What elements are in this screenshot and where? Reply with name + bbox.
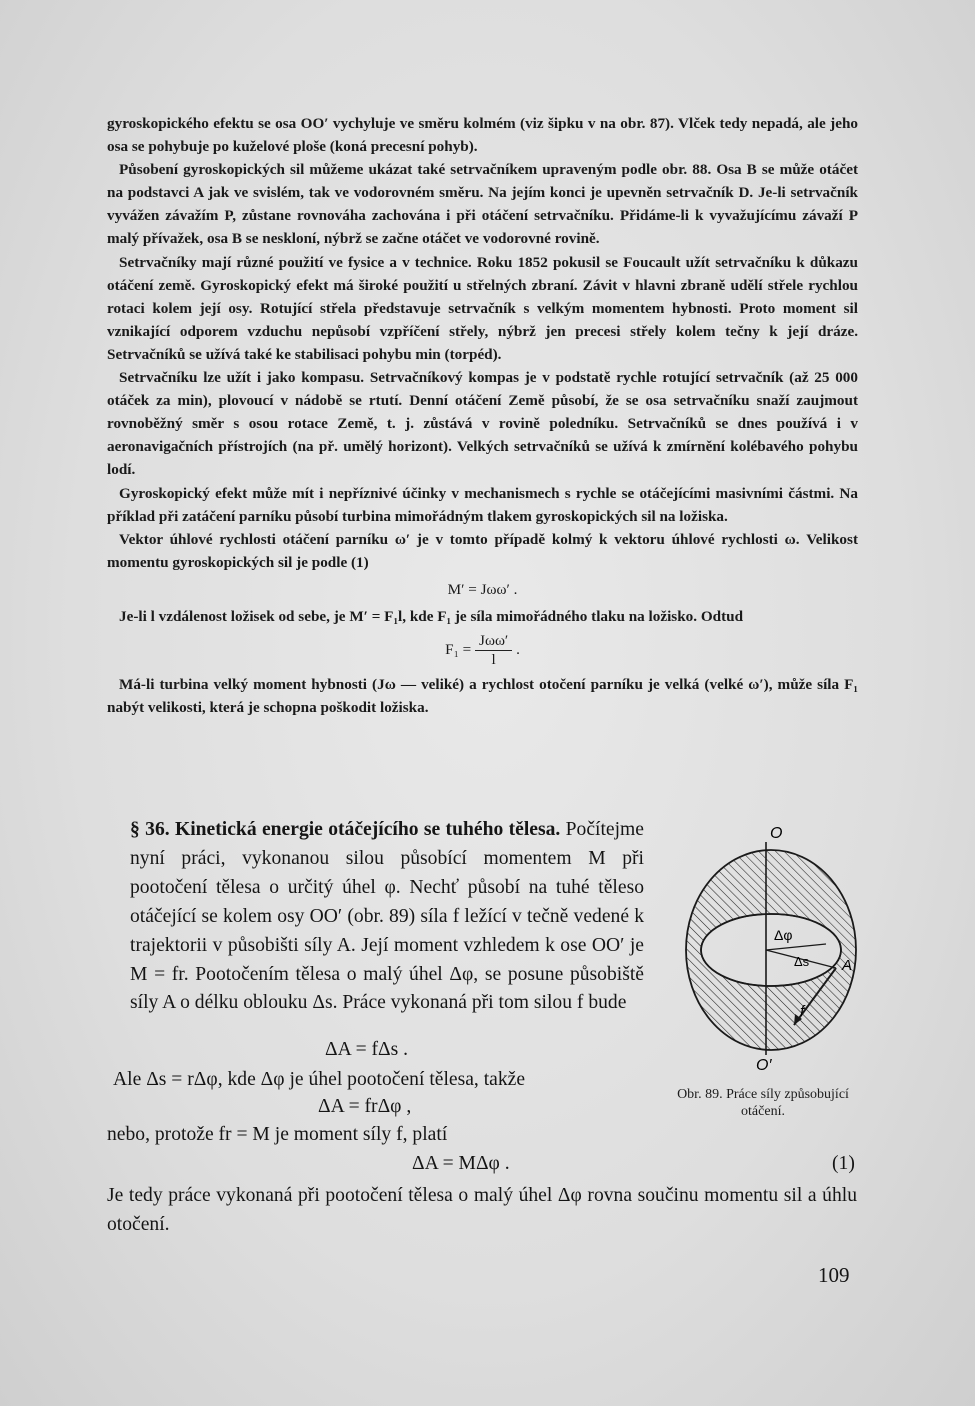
radius-line (766, 944, 826, 950)
label-a: A (842, 957, 853, 974)
label-delta-s: Δs (794, 954, 810, 969)
equation: ΔA = fΔs . (325, 1039, 409, 1060)
equation-number: (1) (832, 1153, 855, 1174)
page-number: 109 (818, 1263, 850, 1287)
section-intro (130, 816, 644, 1018)
paragraph: Má-li turbina velký moment hybnosti (Jω — veliké) a rychlost otočení parníku je velká (velké ω′), může síla F₁ nabýt velikosti, která je schopna poškodit ložiska. (107, 676, 858, 717)
text-line: Ale Δs = rΔφ, kde Δφ je úhel pootočení tělesa, takže (113, 1069, 526, 1090)
paragraph: gyroskopického efektu se osa OO′ vychyluje ve směru kolmém (viz šipku v na obr. 87). Vlček tedy nepadá, ale jeho osa se pohybuje po kuželové ploše (koná precesní pohyb). (107, 115, 858, 156)
paragraph: Je tedy práce vykonaná při pootočení tělesa o malý úhel Δφ rovna součinu momentu sil a úhlu otočení. (107, 1185, 857, 1235)
label-o-bottom: O′ (756, 1057, 772, 1074)
paragraph: Je-li l vzdálenost ložisek od sebe, je M′ = F₁l, kde F₁ je síla mimořádného tlaku na ložisko. Odtud (119, 607, 744, 625)
paragraph: Setrvačníku lze užít i jako kompasu. Setrvačníkový kompas je v podstatě rychle rotující setrvačník (až 25 000 otáček za min), plovoucí v nádobě se rtutí. Denní otáčení Země působí, že se osa setrvačníku snaží zaujmout rovnoběžný směr s osou rotace Země, t. j. zůstává v rovině poledníku. Setrvačníků se dnes používá i v aeronavigačních přístrojích (na př. umělý horizont). Velkých setrvačníků se užívá k zmírnění kolébavého pohybu lodí. (107, 369, 858, 479)
fraction (475, 632, 512, 669)
equation: ΔA = frΔφ , (318, 1096, 412, 1117)
label-f: f (800, 1003, 805, 1020)
paragraph: Počítejme nyní práci, vykonanou silou působící momentem M při pootočení tělesa o určitý úhel φ. Nechť působí na tuhé těleso otáčející se kolem osy OO′ (obr. 89) síla f ležící v tečně vedené k trajektorii v působišti síly A. Její moment vzhledem k ose OO′ je M = fr. Pootočením tělesa o malý úhel Δφ, se posune působiště síly A o délku oblouku Δs. Práce vykonaná při tom silou f bude (130, 819, 644, 1014)
equation: M′ = Jωω′ . (447, 580, 518, 598)
figure-rotation (676, 820, 866, 1075)
denominator: l (491, 651, 496, 669)
paragraph: Setrvačníky mají různé použití ve fysice a v technice. Roku 1852 pokusil se Foucault užít setrvačníku k důkazu otáčení země. Gyroskopický efekt má široké použití u střelných zbraní. Závit v hlavni zbraně udělí střele rychlou rotaci kolem její osy. Rotující střela představuje setrvačník s velkým momentem hybnosti. Proto moment sil vznikající odporem vzduchu nepůsobí vzpříčení střely, nýbrž jen precesi střely kolem tečny k její dráze. Setrvačníků se užívá také ke stabilisaci pohybu min (torpéd). (107, 253, 858, 363)
figure-caption: Obr. 89. Práce síly způsobující otáčení. (677, 1087, 849, 1119)
section-heading: § 36. Kinetická energie otáčejícího se tuhého tělesa. (130, 819, 561, 840)
text-line: nebo, protože fr = M je moment síly f, platí (107, 1124, 448, 1145)
label-o-top: O (770, 825, 783, 842)
paragraph: Gyroskopický efekt může mít i nepříznivé účinky v mechanismech s rychle se otáčejícími masivními částmi. Na příklad při zatáčení parníku působí turbina mimořádným tlakem gyroskopických sil na ložiska. (107, 484, 858, 525)
numerator: Jωω′ (475, 632, 512, 651)
eq-lhs: F₁ = (445, 641, 472, 659)
label-delta-phi: Δφ (774, 927, 793, 943)
eq-end: . (516, 641, 520, 659)
equation-fraction (107, 632, 858, 669)
equation: ΔA = MΔφ . (412, 1153, 510, 1174)
paragraph: Vektor úhlové rychlosti otáčení parníku ω′ je v tomto případě kolmý k vektoru úhlové rychlosti ω. Velikost momentu gyroskopických sil je podle (1) (107, 530, 858, 571)
paragraph: Působení gyroskopických sil můžeme ukázat také setrvačníkem upraveným podle obr. 88. Osa B se může otáčet na podstavci A jak ve svislém, tak ve vodorovném směru. Na jejím konci je upevněn setrvačník D. Je-li setrvačník vyvážen závažím P, zůstane rovnováha zachována i při otáčení setrvačníku. Přidáme-li k vyvažujícímu závaží P malý přívažek, osa B se neskloní, nýbrž se začne otáčet ve vodorovné rovině. (107, 161, 858, 248)
top-text-block (107, 112, 858, 719)
